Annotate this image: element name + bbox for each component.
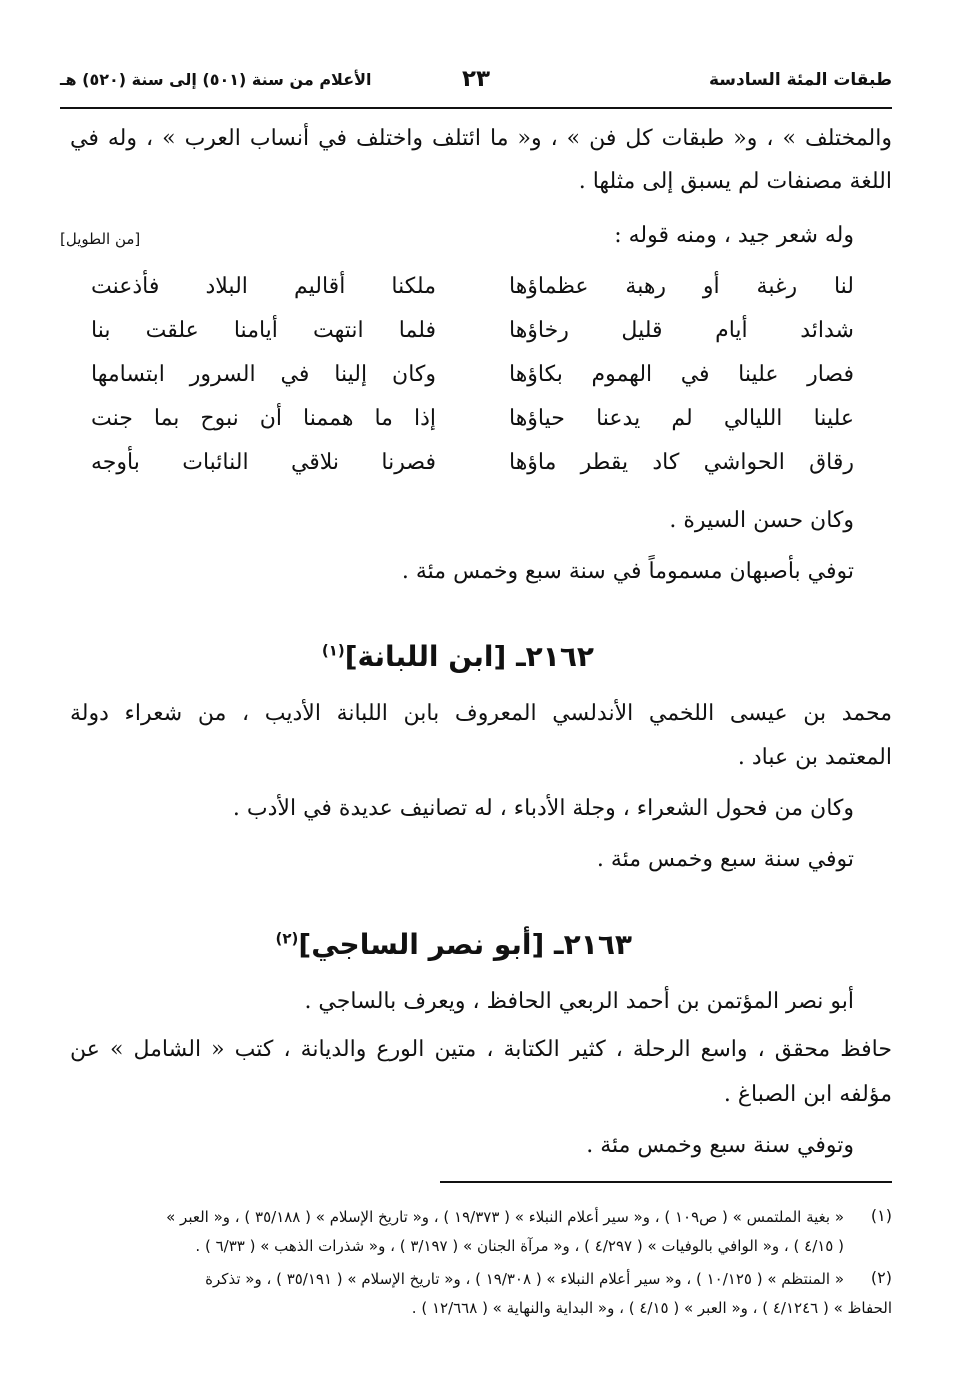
entry-2162-title bbox=[322, 640, 594, 673]
verse-1-second-hemistich: لنا رغبة أو رهبة عظماؤها bbox=[509, 274, 854, 299]
entry-2163-line-1: أبو نصر المؤتمن بن أحمد الربعي الحافظ ، ويعرف بالساجي . bbox=[304, 989, 854, 1014]
entry-2162-line-2: المعتمد بن عباد . bbox=[737, 745, 892, 770]
footnote-2-number: (٢) bbox=[870, 1268, 892, 1287]
footnote-1-number: (١) bbox=[870, 1206, 892, 1225]
entry-2162-line-3: وكان من فحول الشعراء ، وجلة الأدباء ، له تصانيف عديدة في الأدب . bbox=[232, 796, 854, 821]
running-header bbox=[60, 66, 892, 100]
footnote-1-line-2: ( ٤/١٥ ) ، و« الوافي بالوفيات » ( ٤/٢٩٧ ) ، و« مرآة الجنان » ( ٣/١٩٧ ) ، و« شذرات الذهب » ( ٦/٣٣ ) . bbox=[195, 1237, 844, 1255]
intro-line-1: والمختلف » ، و« طبقات كل فن » ، و« ما ائتلف واختلف في أنساب العرب » ، وله في bbox=[70, 126, 892, 151]
footnote-ref-1: (١) bbox=[321, 641, 345, 660]
verse-4-first-hemistich: إذا ما هممنا أن نبوح بما جنت bbox=[91, 406, 436, 431]
verse-1-first-hemistich: ملكنا أقاليم البلاد فأذعنت bbox=[91, 274, 436, 299]
verse-4-second-hemistich: علينا الليالي لم يدعنا حياؤها bbox=[509, 406, 854, 431]
footnote-2-line-1: « المنتظم » ( ١٠/١٢٥ ) ، و« سير أعلام النبلاء » ( ١٩/٣٠٨ ) ، و« تاريخ الإسلام » ( ٣٥/١٩١ ) ، و« تذكرة bbox=[205, 1270, 844, 1288]
poetry-intro: وله شعر جيد ، ومنه قوله : bbox=[614, 223, 854, 248]
entry-2163-line-2: حافظ محقق ، واسع الرحلة ، كثير الكتابة ، متين الورع والديانة ، كتب « الشامل » عن bbox=[70, 1037, 892, 1062]
after-poem-line-1: وكان حسن السيرة . bbox=[669, 508, 854, 533]
entry-2162-line-4: توفي سنة سبع وخمس مئة . bbox=[596, 847, 854, 872]
entry-2163-line-4: وتوفي سنة سبع وخمس مئة . bbox=[586, 1133, 854, 1158]
verse-2-first-hemistich: فلما انتهت أيامنا علقت بنا bbox=[91, 318, 436, 343]
footnote-ref-2: (٢) bbox=[275, 929, 299, 948]
intro-line-2: اللغة مصنفات لم يسبق إلى مثلها . bbox=[578, 169, 892, 194]
footnote-2-line-2: الحفاظ » ( ٤/١٢٤٦ ) ، و« العبر » ( ٤/١٥ ) ، و« البداية والنهاية » ( ١٢/٦٦٨ ) . bbox=[411, 1299, 892, 1317]
after-poem-line-2: توفي بأصبهان مسموماً في سنة سبع وخمس مئة . bbox=[401, 559, 854, 584]
page-number: ٢٣ bbox=[461, 66, 491, 92]
meter-label: [من الطويل] bbox=[60, 230, 141, 248]
verse-3-first-hemistich: وكان إلينا في السرور ابتسامها bbox=[91, 362, 436, 387]
verse-5-first-hemistich: فصرنا نلاقي النائبات بأوجه bbox=[91, 450, 436, 475]
verse-3-second-hemistich: فصار علينا في الهموم بكاؤها bbox=[509, 362, 854, 387]
verse-2-second-hemistich: شدائد أيام قليل رخاؤها bbox=[509, 318, 854, 343]
header-rule bbox=[60, 107, 892, 109]
footnote-separator bbox=[440, 1181, 892, 1183]
entry-2163-line-3: مؤلفه ابن الصباغ . bbox=[723, 1082, 892, 1107]
verse-5-second-hemistich: رقاق الحواشي كاد يقطر ماؤها bbox=[509, 450, 854, 475]
volume-title: الأعلام من سنة (٥٠١) إلى سنة (٥٢٠) هـ bbox=[60, 70, 372, 89]
entry-2163-title-text: ٢١٦٣ـ [أبو نصر الساجي] bbox=[298, 928, 632, 961]
entry-2162-title-text: ٢١٦٢ـ [ابن اللبانة] bbox=[344, 640, 594, 673]
entry-2163-title bbox=[276, 928, 632, 961]
entry-2162-line-1: محمد بن عيسى اللخمي الأندلسي المعروف بابن اللبانة الأديب ، من شعراء دولة bbox=[70, 701, 892, 726]
footnote-1-line-1: « بغية الملتمس » ( ص١٠٩ ) ، و« سير أعلام النبلاء » ( ١٩/٣٧٣ ) ، و« تاريخ الإسلام » ( ٣٥/١٨٨ ) ، و« العبر » bbox=[166, 1208, 844, 1226]
section-title: طبقات المئة السادسة bbox=[709, 70, 892, 90]
